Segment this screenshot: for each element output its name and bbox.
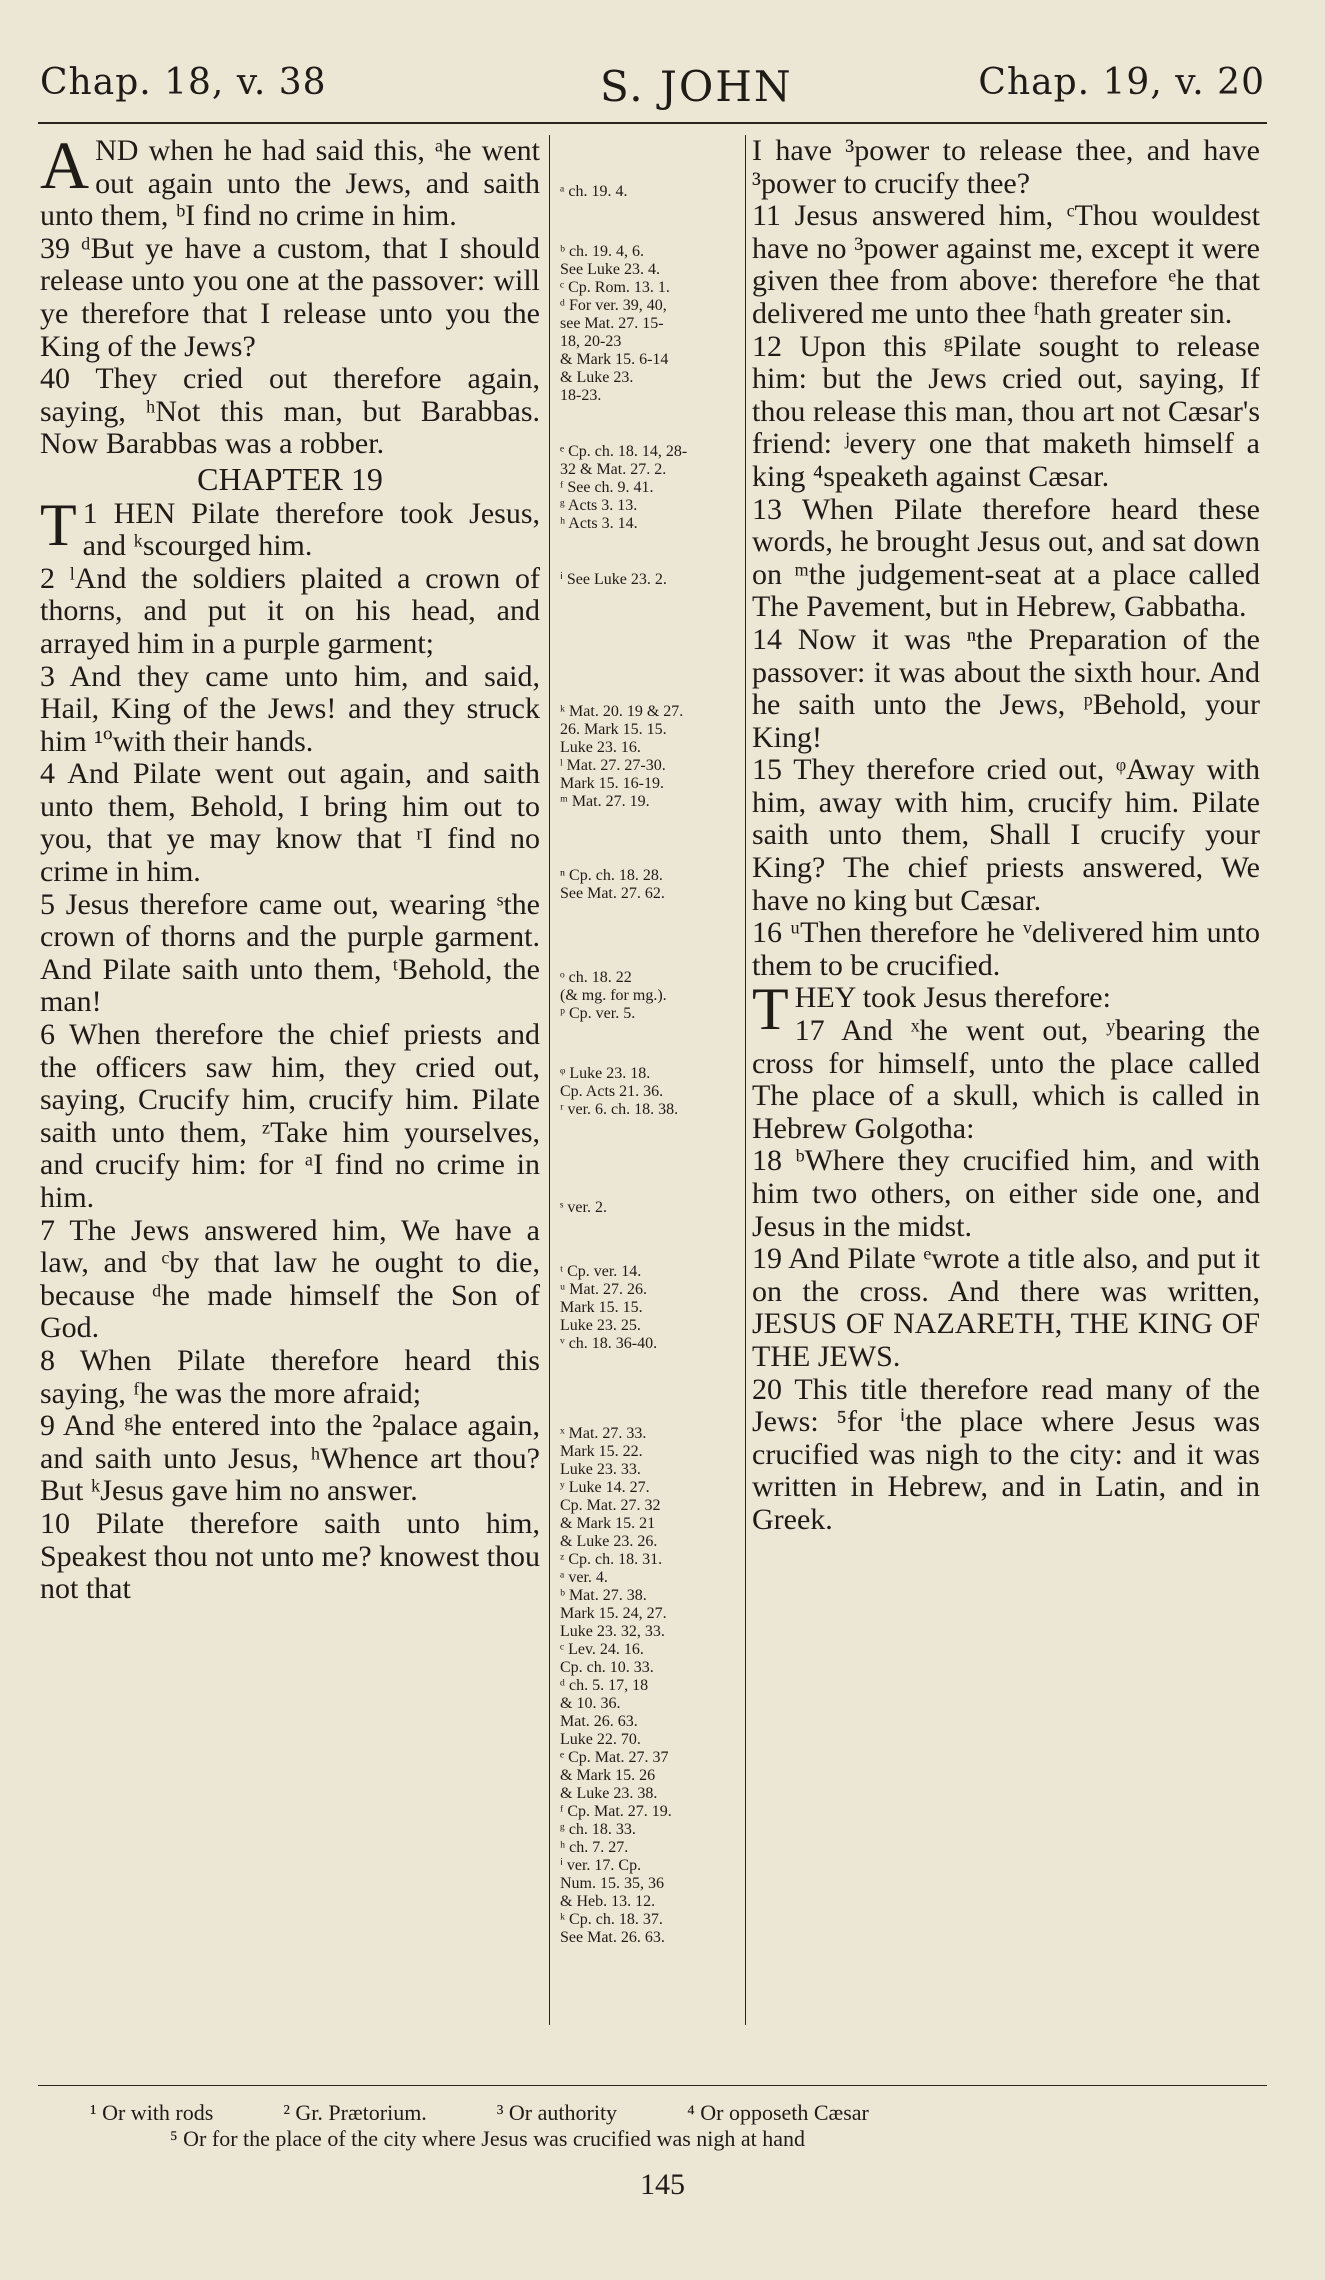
footnote: ⁴ Or opposeth Cæsar [687, 2100, 869, 2125]
reference-entry: ⁱ See Luke 23. 2. [560, 571, 667, 588]
footnote-line [90, 2126, 1235, 2152]
verse-paragraph: 14 Now it was ⁿthe Preparation of the passover: it was about the sixth hour. And he saith unto the Jews, ᵖBehold, your King! [752, 622, 1260, 754]
verse-text: 1 HEN Pilate therefore took Jesus, and ᵏscourged him. [82, 496, 540, 563]
verse-paragraph: 4 And Pilate went out again, and saith unto them, Behold, I bring him out to you, that ye may know that ʳI find no crime in him. [40, 757, 540, 889]
verse-paragraph: 40 They cried out therefore again, saying, ʰNot this man, but Barabbas. Now Barabbas was a robber. [40, 362, 540, 461]
verse-text: ND when he had said this, ᵃhe went out again unto the Jews, and saith unto them, ᵇI find no crime in him. [40, 135, 540, 233]
reference-entry: ᵇ ch. 19. 4, 6. See Luke 23. 4. ᶜ Cp. Rom. 13. 1. ᵈ For ver. 39, 40, see Mat. 27. 15- 18, 20-23 & Mark 15. 6-14 & Luke 23. 18-23. [560, 243, 670, 404]
verse-paragraph: 19 And Pilate ᵉwrote a title also, and put it on the cross. And there was written, JESUS OF NAZARETH, THE KING OF THE JEWS. [752, 1242, 1260, 1373]
verse-paragraph: 13 When Pilate therefore heard these words, he brought Jesus out, and sat down on ᵐthe judgement-seat at a place called The Pavement, but in Hebrew, Gabbatha. [752, 492, 1260, 624]
verse-paragraph: 6 When therefore the chief priests and the officers saw him, they cried out, saying, Crucify him, crucify him. Pilate saith unto them, ᶻTake him yourselves, and crucify him: for ᵃI find no crime in him. [40, 1018, 540, 1214]
left-text-column [40, 135, 540, 2025]
verse-paragraph: 8 When Pilate therefore heard this saying, ᶠhe was the more afraid; [40, 1343, 540, 1410]
verse-paragraph: 5 Jesus therefore came out, wearing ˢthe crown of thorns and the purple garment. And Pilate saith unto them, ᵗBehold, the man! [40, 887, 540, 1019]
reference-entry: ᵃ ch. 19. 4. [560, 183, 628, 200]
reference-entry: ᵏ Mat. 20. 19 & 27. 26. Mark 15. 15. Luke 23. 16. ˡ Mat. 27. 27-30. Mark 15. 16-19. ᵐ Mat. 27. 19. [560, 703, 684, 810]
header-rule [38, 122, 1267, 124]
verse-paragraph [40, 135, 540, 233]
verse-paragraph: 10 Pilate therefore saith unto him, Speakest thou not unto me? knowest thou not that [40, 1506, 540, 1606]
footnote: ⁵ Or for the place of the city where Jesus was crucified was nigh at hand [170, 2126, 806, 2151]
header-left-reference: Chap. 18, v. 38 [40, 62, 327, 103]
verse-text: HEY took Jesus therefore: [794, 981, 1111, 1015]
verse-paragraph: 16 ᵘThen therefore he ᵛdelivered him unto them to be crucified. [752, 916, 1260, 982]
header-book-title: S. JOHN [600, 62, 793, 111]
verse-paragraph: 3 And they came unto him, and said, Hail, King of the Jews! and they struck him ¹ºwith their hands. [40, 659, 540, 758]
right-text-column [752, 135, 1260, 2025]
page-number: 145 [640, 2168, 685, 2201]
header-right-reference: Chap. 19, v. 20 [978, 62, 1265, 103]
footnote: ³ Or authority [496, 2100, 618, 2125]
chapter-heading: CHAPTER 19 [197, 460, 383, 497]
footnotes [90, 2100, 1235, 2152]
marginal-references [560, 135, 740, 2025]
footnote: ² Gr. Prætorium. [283, 2100, 427, 2125]
verse-paragraph: 18 ᵇWhere they crucified him, and with him two others, on either side one, and Jesus in the midst. [752, 1144, 1260, 1243]
reference-entry: ᵠ Luke 23. 18. Cp. Acts 21. 36. ʳ ver. 6. ch. 18. 38. [560, 1065, 679, 1118]
footnote-rule [38, 2085, 1267, 2086]
verse-paragraph: 20 This title therefore read many of the Jews: ⁵for ⁱthe place where Jesus was crucified was nigh to the city: and it was written in Hebrew, and in Latin, and in Greek. [752, 1372, 1260, 1536]
reference-entry: ᵗ Cp. ver. 14. ᵘ Mat. 27. 26. Mark 15. 15. Luke 23. 25. ᵛ ch. 18. 36-40. [560, 1263, 658, 1352]
verse-paragraph [40, 491, 540, 563]
drop-cap: T [40, 491, 77, 558]
reference-entry: ˣ Mat. 27. 33. Mark 15. 22. Luke 23. 33. ʸ Luke 14. 27. Cp. Mat. 27. 32 & Mark 15. 21 & Luke 23. 26. ᶻ Cp. ch. 18. 31. ᵃ ver. 4. ᵇ Mat. 27. 38. Mark 15. 24, 27. Luke 23. 32, 33. ᶜ Lev. 24. 16. Cp. ch. 10. 33. ᵈ ch. 5. 17, 18 & 10. 36. Mat. 26. 63. Luke 22. 70. ᵉ Cp. Mat. 27. 37 & Mark 15. 26 & Luke 23. 38. ᶠ Cp. Mat. 27. 19. ᵍ ch. 18. 33. ʰ ch. 7. 27. ⁱ ver. 17. Cp. Num. 15. 35, 36 & Heb. 13. 12. ᵏ Cp. ch. 18. 37. See Mat. 26. 63. [560, 1425, 672, 1946]
footnote: ¹ Or with rods [90, 2100, 214, 2125]
verse-paragraph: 15 They therefore cried out, ᵠAway with him, away with him, crucify him. Pilate saith unto them, Shall I crucify your King? The chief priests answered, We have no king but Cæsar. [752, 753, 1260, 917]
column-divider [745, 135, 746, 2025]
page-header [40, 62, 1265, 122]
reference-entry: ˢ ver. 2. [560, 1199, 607, 1216]
footnote-line [90, 2100, 1235, 2126]
verse-paragraph [752, 976, 1260, 1043]
reference-entry: ᵉ Cp. ch. 18. 14, 28- 32 & Mat. 27. 2. ᶠ See ch. 9. 41. ᵍ Acts 3. 13. ʰ Acts 3. 14. [560, 443, 688, 532]
verse-paragraph: 17 And ˣhe went out, ʸbearing the cross for himself, unto the place called The place of a skull, which is called in Hebrew Golgotha: [752, 1014, 1260, 1145]
drop-cap: A [40, 135, 90, 203]
verse-paragraph: 9 And ᵍhe entered into the ²palace again, and saith unto Jesus, ʰWhence art thou? But ᵏJesus gave him no answer. [40, 1409, 540, 1508]
verse-paragraph: I have ³power to release thee, and have ³power to crucify thee? [752, 135, 1260, 200]
verse-paragraph: 12 Upon this ᵍPilate sought to release him: but the Jews cried out, saying, If thou release this man, thou art not Cæsar's friend: ʲevery one that maketh himself a king ⁴speaketh against Cæsar. [752, 329, 1260, 493]
drop-cap: T [752, 976, 789, 1043]
verse-paragraph: 39 ᵈBut ye have a custom, that I should release unto you one at the passover: will ye therefore that I release unto you the King of the Jews? [40, 231, 540, 363]
verse-paragraph: 2 ˡAnd the soldiers plaited a crown of thorns, and put it on his head, and arrayed him in a purple garment; [40, 561, 540, 660]
verse-paragraph: 11 Jesus answered him, ᶜThou wouldest have no ³power against me, except it were given thee from above: therefore ᵉhe that delivered me unto thee ᶠhath greater sin. [752, 199, 1260, 330]
reference-entry: ⁿ Cp. ch. 18. 28. See Mat. 27. 62. [560, 867, 665, 902]
column-divider [549, 135, 550, 2025]
reference-entry: ᵒ ch. 18. 22 (& mg. for mg.). ᵖ Cp. ver. 5. [560, 969, 667, 1022]
verse-paragraph: 7 The Jews answered him, We have a law, and ᶜby that law he ought to die, because ᵈhe made himself the Son of God. [40, 1213, 540, 1345]
